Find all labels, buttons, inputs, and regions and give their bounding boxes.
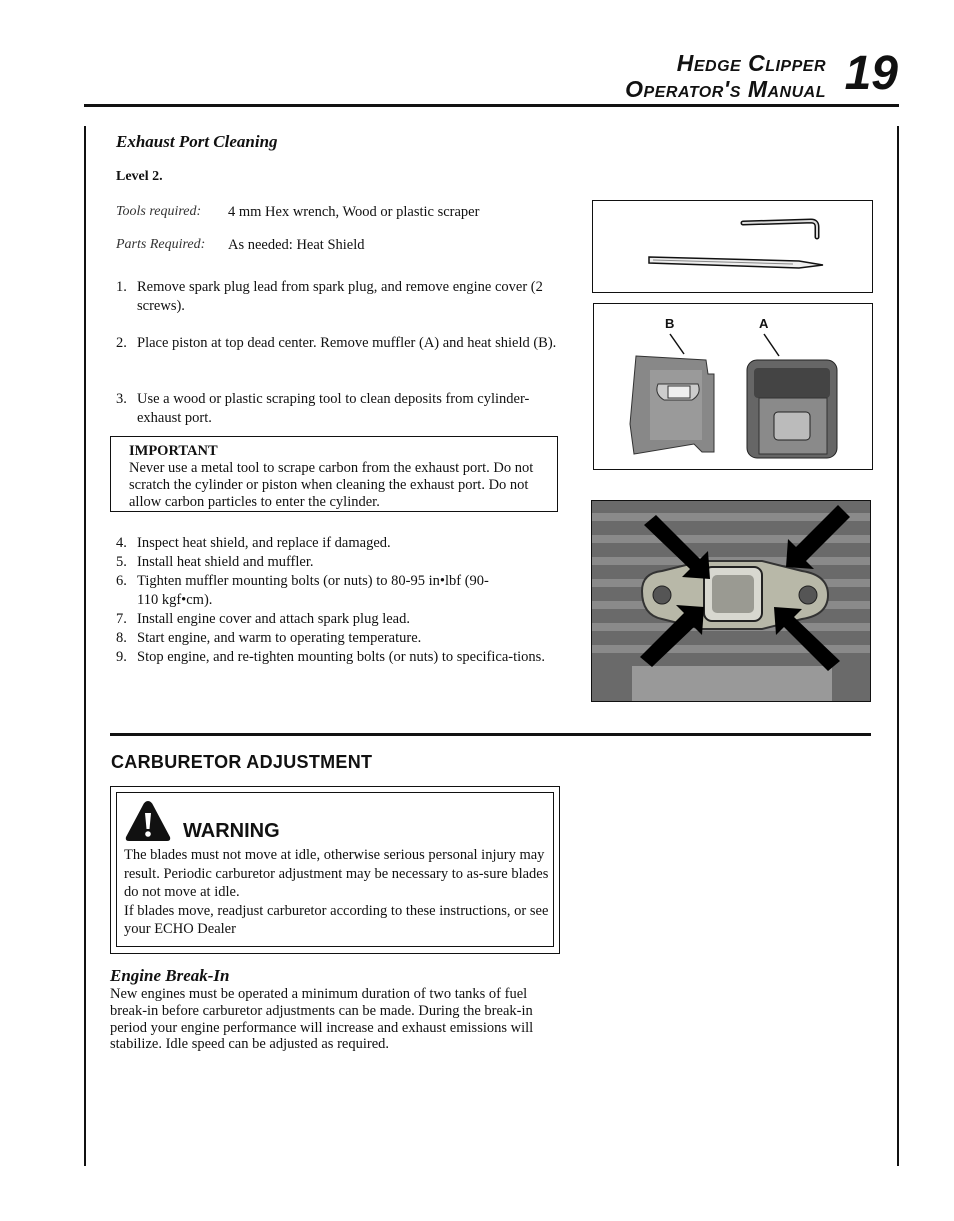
exhaust-port-photo bbox=[591, 500, 871, 702]
manual-title bbox=[625, 50, 826, 102]
section-title-carburetor: CARBURETOR ADJUSTMENT bbox=[111, 752, 373, 772]
steps-list-b bbox=[116, 534, 566, 694]
tools-label: Tools required: bbox=[116, 204, 202, 219]
warning-text bbox=[124, 846, 550, 939]
step-text: Use a wood or plastic scraping tool to clean deposits from cylinder-exhaust port. bbox=[137, 391, 530, 426]
manual-title-line2: Operator's Manual bbox=[625, 76, 826, 102]
step-number: 6. bbox=[116, 573, 127, 589]
section-title-exhaust: Exhaust Port Cleaning bbox=[116, 132, 278, 151]
step-text: Install heat shield and muffler. bbox=[137, 554, 314, 570]
step-number: 4. bbox=[116, 535, 127, 551]
important-title: IMPORTANT bbox=[129, 443, 218, 459]
step-text: Start engine, and warm to operating temperature. bbox=[137, 630, 422, 646]
step-number: 3. bbox=[116, 391, 127, 407]
warning-text-1: The blades must not move at idle, otherwise serious personal injury may result. Periodic carburetor adjustment may be necessary to as-sure blades do not move at idle. bbox=[124, 847, 549, 900]
engine-break-in-title: Engine Break-In bbox=[110, 966, 230, 985]
tools-figure bbox=[592, 200, 873, 293]
label-a: A bbox=[759, 316, 769, 331]
page-number: 19 bbox=[844, 47, 898, 100]
engine-break-in-text: New engines must be operated a minimum duration of two tanks of fuel break-in before carburetor adjustments can be made. During the break-in period your engine performance will increase and exhaust emissions will stabilize. Idle speed can be adjusted as required. bbox=[110, 986, 534, 1053]
warning-title: WARNING bbox=[183, 820, 280, 842]
steps-list-a bbox=[116, 278, 566, 438]
important-text: Never use a metal tool to scrape carbon from the exhaust port. Do not scratch the cylinder or piston when cleaning the exhaust port. Do not allow carbon particles to enter the cylinder. bbox=[129, 460, 534, 510]
step-text: Remove spark plug lead from spark plug, and remove engine cover (2 screws). bbox=[137, 279, 543, 314]
right-margin-rule bbox=[897, 126, 899, 1166]
header-rule bbox=[84, 104, 899, 107]
cylinder-exhaust-port-icon bbox=[592, 501, 870, 701]
step-text: Inspect heat shield, and replace if damaged. bbox=[137, 535, 391, 551]
level-label: Level 2. bbox=[116, 169, 163, 184]
step-number: 1. bbox=[116, 279, 127, 295]
parts-label: Parts Required: bbox=[116, 237, 206, 252]
step-number: 5. bbox=[116, 554, 127, 570]
hex-wrench-and-scraper-icon bbox=[593, 201, 872, 292]
step-number: 2. bbox=[116, 335, 127, 351]
heat-shield-and-muffler-icon bbox=[594, 304, 872, 469]
step-number: 7. bbox=[116, 611, 127, 627]
step-text: Place piston at top dead center. Remove muffler (A) and heat shield (B). bbox=[137, 335, 557, 351]
step-number: 9. bbox=[116, 649, 127, 665]
step-number: 8. bbox=[116, 630, 127, 646]
parts-figure bbox=[593, 303, 873, 470]
step-text: Stop engine, and re-tighten mounting bolts (or nuts) to specifica-tions. bbox=[137, 649, 545, 665]
manual-title-line1: Hedge Clipper bbox=[676, 50, 826, 76]
left-margin-rule bbox=[84, 126, 86, 1166]
step-text: Install engine cover and attach spark plug lead. bbox=[137, 611, 410, 627]
section-divider bbox=[110, 733, 871, 736]
warning-text-2: If blades move, readjust carburetor according to these instructions, or see your ECHO Dealer bbox=[124, 902, 549, 937]
step-text: Tighten muffler mounting bolts (or nuts) to 80-95 in•lbf (90-110 kgf•cm). bbox=[137, 573, 489, 608]
parts-value: As needed: Heat Shield bbox=[228, 237, 365, 253]
tools-value: 4 mm Hex wrench, Wood or plastic scraper bbox=[228, 204, 480, 220]
label-b: B bbox=[665, 316, 675, 331]
warning-triangle-icon bbox=[124, 799, 172, 843]
